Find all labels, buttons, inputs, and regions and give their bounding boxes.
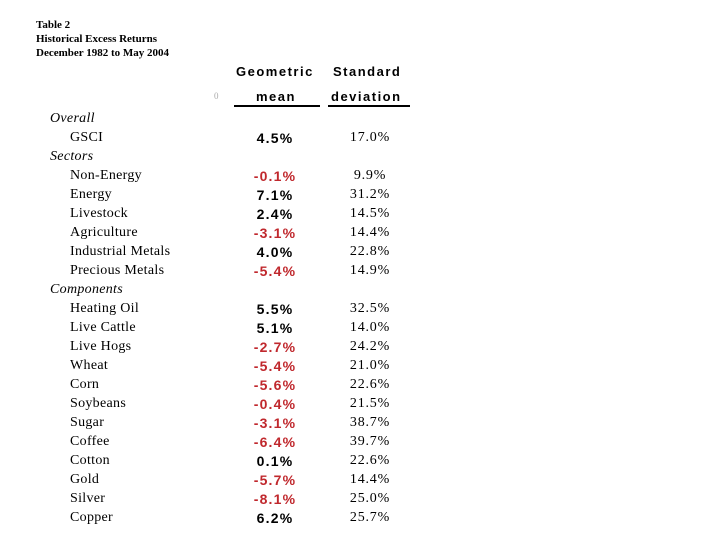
standard-deviation-value: 9.9%	[353, 168, 387, 183]
standard-deviation-value: 21.0%	[349, 358, 391, 373]
standard-deviation-value: 14.4%	[349, 472, 391, 487]
header-rule-mean	[234, 105, 320, 107]
row-label: Non-Energy	[70, 168, 142, 183]
geometric-mean-value: -0.1%	[253, 168, 297, 184]
row-label: Corn	[70, 377, 100, 392]
geometric-mean-value: -3.1%	[253, 225, 297, 241]
table-row	[0, 510, 720, 529]
standard-deviation-value: 25.7%	[349, 510, 391, 525]
row-label: Livestock	[70, 206, 128, 221]
standard-deviation-value: 22.6%	[349, 377, 391, 392]
table-row	[0, 415, 720, 434]
section-row	[0, 111, 720, 130]
header-deviation: deviation	[331, 89, 402, 104]
row-label: Industrial Metals	[70, 244, 171, 259]
table-row	[0, 187, 720, 206]
row-label: GSCI	[70, 130, 104, 145]
geometric-mean-value: 5.5%	[256, 301, 294, 317]
standard-deviation-value: 14.5%	[349, 206, 391, 221]
table-row	[0, 130, 720, 149]
table-row	[0, 472, 720, 491]
row-label: Heating Oil	[70, 301, 140, 316]
row-label: Silver	[70, 491, 106, 506]
table-row	[0, 206, 720, 225]
table-row	[0, 358, 720, 377]
section-label: Sectors	[50, 149, 94, 164]
caption-date-range: December 1982 to May 2004	[36, 47, 169, 59]
caption-title: Table 2	[36, 19, 71, 31]
standard-deviation-value: 32.5%	[349, 301, 391, 316]
geometric-mean-value: 4.5%	[256, 130, 294, 146]
geometric-mean-value: -5.6%	[253, 377, 297, 393]
table-row	[0, 396, 720, 415]
standard-deviation-value: 39.7%	[349, 434, 391, 449]
section-row	[0, 282, 720, 301]
table-row	[0, 491, 720, 510]
table-row	[0, 453, 720, 472]
standard-deviation-value: 17.0%	[349, 130, 391, 145]
row-label: Coffee	[70, 434, 110, 449]
geometric-mean-value: -5.4%	[253, 358, 297, 374]
table-row	[0, 377, 720, 396]
section-label: Components	[50, 282, 123, 297]
header-standard: Standard	[333, 64, 402, 79]
standard-deviation-value: 14.4%	[349, 225, 391, 240]
standard-deviation-value: 21.5%	[349, 396, 391, 411]
header-marker: 0	[214, 91, 219, 101]
standard-deviation-value: 25.0%	[349, 491, 391, 506]
table-row	[0, 263, 720, 282]
standard-deviation-value: 38.7%	[349, 415, 391, 430]
header-geometric: Geometric	[236, 64, 314, 79]
row-label: Energy	[70, 187, 112, 202]
table-row	[0, 168, 720, 187]
geometric-mean-value: -0.4%	[253, 396, 297, 412]
row-label: Copper	[70, 510, 114, 525]
standard-deviation-value: 22.6%	[349, 453, 391, 468]
standard-deviation-value: 24.2%	[349, 339, 391, 354]
standard-deviation-value: 31.2%	[349, 187, 391, 202]
geometric-mean-value: 6.2%	[256, 510, 294, 526]
table-row	[0, 244, 720, 263]
geometric-mean-value: 2.4%	[256, 206, 294, 222]
geometric-mean-value: -3.1%	[253, 415, 297, 431]
table-row	[0, 320, 720, 339]
caption-subtitle: Historical Excess Returns	[36, 33, 157, 45]
row-label: Cotton	[70, 453, 110, 468]
row-label: Gold	[70, 472, 100, 487]
standard-deviation-value: 22.8%	[349, 244, 391, 259]
geometric-mean-value: -6.4%	[253, 434, 297, 450]
row-label: Wheat	[70, 358, 109, 373]
geometric-mean-value: -5.7%	[253, 472, 297, 488]
section-row	[0, 149, 720, 168]
geometric-mean-value: -8.1%	[253, 491, 297, 507]
table-row	[0, 339, 720, 358]
header-rule-deviation	[328, 105, 410, 107]
table-caption	[36, 18, 169, 60]
standard-deviation-value: 14.0%	[349, 320, 391, 335]
header-mean: mean	[256, 89, 296, 104]
table-row	[0, 434, 720, 453]
row-label: Sugar	[70, 415, 105, 430]
section-label: Overall	[50, 111, 95, 126]
row-label: Agriculture	[70, 225, 138, 240]
table-row	[0, 301, 720, 320]
geometric-mean-value: 7.1%	[256, 187, 294, 203]
geometric-mean-value: -2.7%	[253, 339, 297, 355]
geometric-mean-value: 0.1%	[256, 453, 294, 469]
row-label: Soybeans	[70, 396, 127, 411]
geometric-mean-value: -5.4%	[253, 263, 297, 279]
row-label: Live Cattle	[70, 320, 136, 335]
standard-deviation-value: 14.9%	[349, 263, 391, 278]
geometric-mean-value: 5.1%	[256, 320, 294, 336]
table-row	[0, 225, 720, 244]
geometric-mean-value: 4.0%	[256, 244, 294, 260]
row-label: Precious Metals	[70, 263, 165, 278]
row-label: Live Hogs	[70, 339, 132, 354]
